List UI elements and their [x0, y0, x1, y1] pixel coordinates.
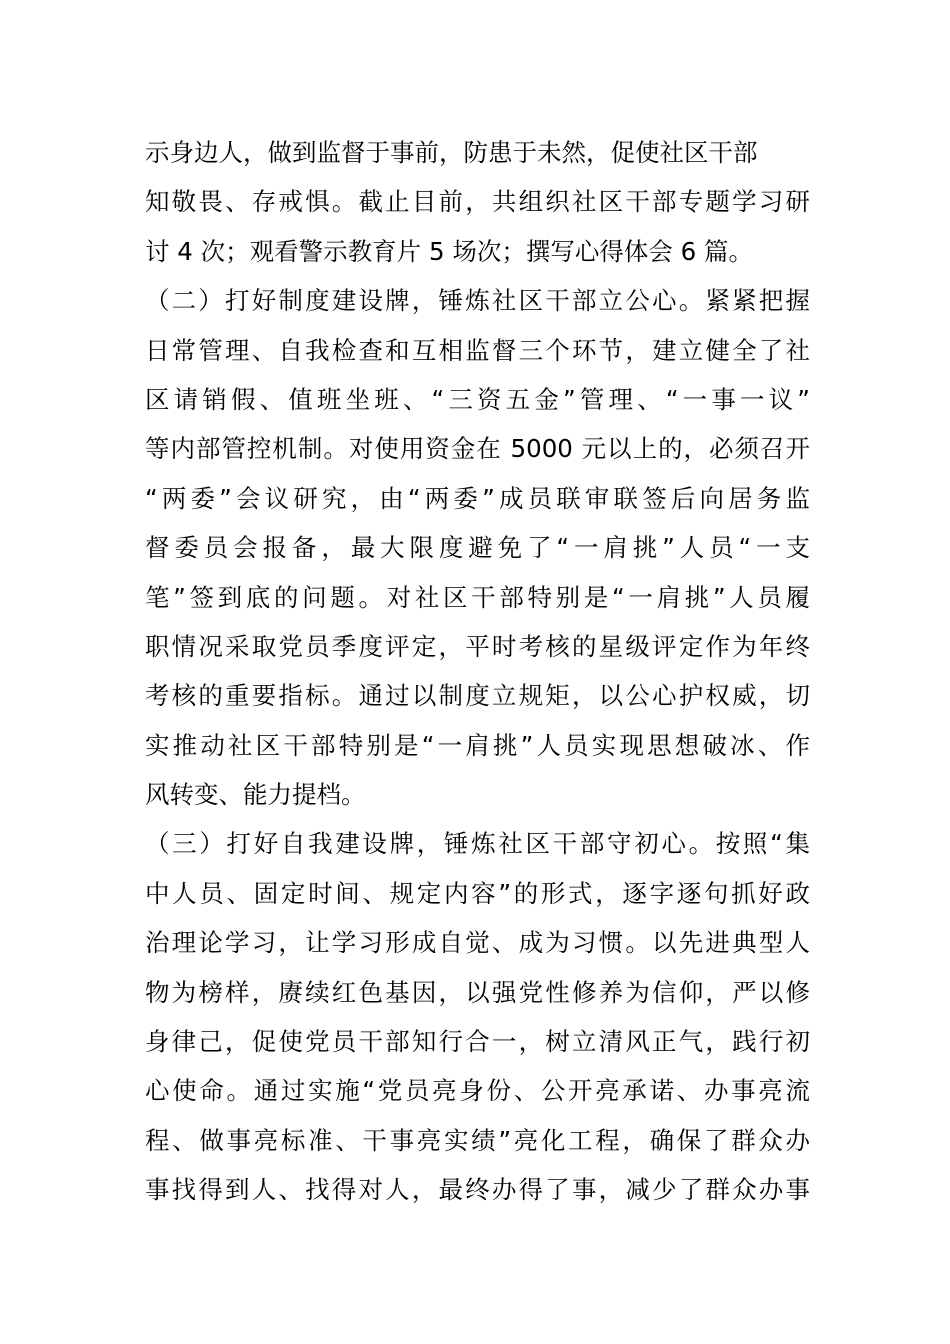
- text-line: 区请销假、值班坐班、“三资五金”管理、“一事一议”: [145, 384, 810, 414]
- section-heading-line: （二）打好制度建设牌，锤炼社区干部立公心。紧紧把握: [145, 286, 810, 316]
- text-line: 实推动社区干部特别是“一肩挑”人员实现思想破冰、作: [145, 730, 810, 760]
- text-line: 知敬畏、存戒惧。截止目前，共组织社区干部专题学习研: [145, 187, 810, 217]
- text-line: 职情况采取党员季度评定，平时考核的星级评定作为年终: [145, 631, 810, 661]
- text-line: 心使命。通过实施“党员亮身份、公开亮承诺、办事亮流: [145, 1076, 810, 1106]
- text-line: 示身边人，做到监督于事前，防患于未然，促使社区干部: [145, 138, 758, 167]
- text-line: 身律己，促使党员干部知行合一，树立清风正气，践行初: [145, 1027, 810, 1057]
- section-heading-line: （三）打好自我建设牌，锤炼社区干部守初心。按照“集: [145, 829, 810, 859]
- text-line: 等内部管控机制。对使用资金在 5000 元以上的，必须召开: [145, 434, 810, 464]
- text-line: 笔”签到底的问题。对社区干部特别是“一肩挑”人员履: [145, 582, 810, 612]
- text-line: 中人员、固定时间、规定内容”的形式，逐字逐句抓好政: [145, 878, 810, 908]
- text-line: 程、做事亮标准、干事亮实绩”亮化工程，确保了群众办: [145, 1125, 810, 1155]
- text-line: 治理论学习，让学习形成自觉、成为习惯。以先进典型人: [145, 928, 810, 958]
- body-text: [145, 128, 810, 1215]
- text-line: “两委”会议研究，由“两委”成员联审联签后向居务监: [145, 483, 810, 513]
- text-line: 风转变、能力提档。: [145, 780, 366, 810]
- text-line: 考核的重要指标。通过以制度立规矩，以公心护权威，切: [145, 681, 810, 711]
- text-line: 督委员会报备，最大限度避免了“一肩挑”人员“一支: [145, 533, 810, 563]
- text-line: 日常管理、自我检查和互相监督三个环节，建立健全了社: [145, 335, 810, 365]
- text-line: 讨 4 次；观看警示教育片 5 场次；撰写心得体会 6 篇。: [145, 236, 753, 266]
- text-line: 物为榜样，赓续红色基因，以强党性修养为信仰，严以修: [145, 977, 810, 1007]
- text-line: 事找得到人、找得对人，最终办得了事，减少了群众办事: [145, 1175, 810, 1205]
